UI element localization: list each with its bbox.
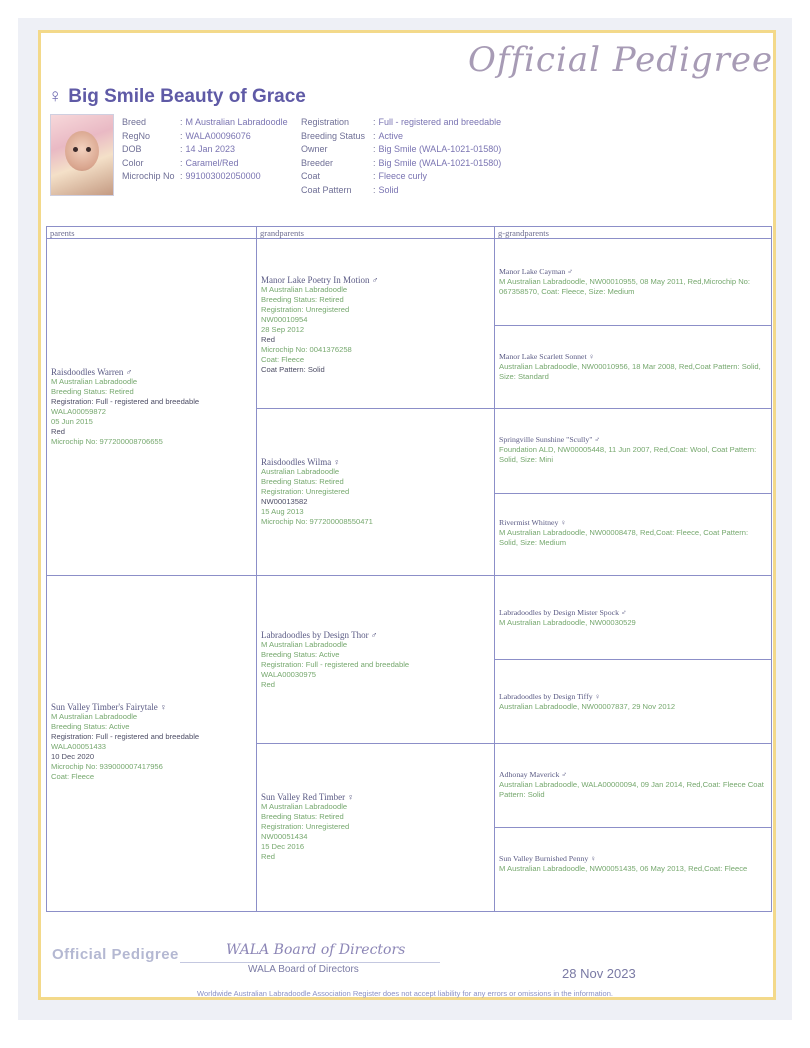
g-grandparent-entry [499,267,768,297]
g-grandparent-details: Australian Labradoodle, NW00007837, 29 Nov 2012 [499,702,676,711]
dog-entry-line: Registration: Full - registered and breedable [261,660,410,669]
parent-entry [51,367,199,447]
g-grandparent-details: M Australian Labradoodle, NW00010955, 08 May 2011, Red,Microchip No: 067358570, Coat: Fleece, Size: Medium [499,277,751,296]
female-sex-icon: ♀ [48,86,63,107]
detail-separator: : [180,130,183,141]
parent-cell-dam [47,576,257,911]
detail-separator: : [180,157,183,168]
detail-value: Caramel/Red [185,157,239,168]
detail-row [122,157,288,171]
detail-row [122,116,288,130]
g-grandparent-name: Manor Lake Scarlett Sonnet ♀ [499,352,595,361]
official-pedigree-script-title: Official Pedigree [468,40,774,80]
detail-value: 991003002050000 [185,171,261,182]
grandparent-entry [261,630,409,690]
detail-label: Owner [301,144,328,155]
g-grandparent-cell [495,239,772,326]
detail-label: Color [122,157,144,168]
detail-value: Solid [378,184,399,195]
detail-label: RegNo [122,130,151,141]
dog-entry-line: 05 Jun 2015 [51,417,93,426]
g-grandparent-cell [495,326,772,409]
g-grandparent-cell [495,494,772,576]
liability-disclaimer: Worldwide Australian Labradoodle Association Register does not accept liability for any errors or omissions in the information. [197,989,613,998]
dog-entry-line: Breeding Status: Retired [261,477,344,486]
g-grandparent-entry [499,854,768,874]
detail-separator: : [373,157,376,168]
dog-entry-line: 28 Sep 2012 [261,325,305,334]
g-grandparent-cell [495,744,772,828]
detail-row [301,184,501,198]
dog-entry-name: Raisdoodles Wilma ♀ [261,457,341,467]
g-grandparent-entry [499,770,768,800]
dog-entry-name: Sun Valley Red Timber ♀ [261,792,355,802]
dog-name-heading [48,86,306,108]
g-grandparent-name: Labradoodles by Design Tiffy ♀ [499,692,601,701]
grandparent-entry [261,792,354,862]
g-grandparent-name: Sun Valley Burnished Penny ♀ [499,854,597,863]
g-grandparent-entry [499,435,768,465]
dog-entry-line: M Australian Labradoodle [51,377,138,386]
detail-label: Breeder [301,157,334,168]
detail-value: WALA00096076 [185,130,251,141]
issue-date: 28 Nov 2023 [562,966,636,981]
dog-name: Big Smile Beauty of Grace [68,86,306,107]
detail-row [301,157,501,171]
g-grandparent-entry [499,352,768,382]
g-grandparent-entry [499,518,768,548]
g-grandparent-details: Foundation ALD, NW00005448, 11 Jun 2007, Red,Coat: Wool, Coat Pattern: Solid, Size: Mini [499,445,757,464]
pedigree-table [46,226,772,912]
detail-row [122,143,288,157]
g-grandparent-cell [495,660,772,744]
dog-entry-line: Registration: Unregistered [261,487,350,496]
dog-entry-line: NW00013582 [261,497,308,506]
grandparent-entry [261,457,373,527]
detail-label: DOB [122,144,142,155]
g-grandparent-cell [495,576,772,660]
dog-entry-line: Breeding Status: Retired [261,295,344,304]
dog-entry-line: M Australian Labradoodle [261,285,348,294]
dog-entry-name: Raisdoodles Warren ♂ [51,367,133,377]
details-left-column [122,116,288,184]
g-grandparent-entry [499,692,768,712]
detail-row [301,116,501,130]
header-g-grandparents: g-grandparents [495,227,772,239]
footer-official-pedigree: Official Pedigree [52,946,179,963]
detail-separator: : [180,144,183,155]
grandparent-entry [261,275,378,375]
parent-cell-sire [47,239,257,576]
dog-entry-line: Breeding Status: Active [261,650,340,659]
dog-entry-line: Red [261,852,275,861]
g-grandparent-entry [499,608,768,628]
dog-entry-line: Microchip No: 977200008550471 [261,517,373,526]
dog-eye-left [73,147,78,152]
dog-entry-line: WALA00059872 [51,407,107,416]
detail-value: Full - registered and breedable [378,117,502,127]
dog-entry-line: Coat: Fleece [261,355,305,364]
dog-entry-line: M Australian Labradoodle [261,640,348,649]
grandparent-cell [257,239,495,409]
dog-entry-line: Red [261,335,275,344]
detail-value: Fleece curly [378,171,428,182]
detail-value: Active [378,130,404,141]
g-grandparent-details: M Australian Labradoodle, NW00051435, 06 May 2013, Red,Coat: Fleece [499,864,748,873]
dog-entry-line: Breeding Status: Active [51,722,130,731]
detail-row [122,130,288,144]
g-grandparent-name: Springville Sunshine "Scully" ♂ [499,435,601,444]
detail-separator: : [373,144,376,155]
detail-row [122,170,288,184]
detail-value: Big Smile (WALA-1021-01580) [378,144,502,155]
detail-separator: : [180,171,183,182]
dog-entry-line: Coat: Fleece [51,772,95,781]
header-parents: parents [47,227,257,239]
dog-photo [50,114,114,196]
g-grandparent-cell [495,409,772,494]
detail-label: Coat Pattern [301,184,352,195]
detail-label: Microchip No [122,171,175,182]
dog-entry-line: NW00051434 [261,832,308,841]
dog-entry-line: Coat Pattern: Solid [261,365,325,374]
dog-entry-line: Registration: Full - registered and breedable [51,732,200,741]
header-grandparents: grandparents [257,227,495,239]
dog-entry-line: WALA00030975 [261,670,317,679]
board-of-directors-label: WALA Board of Directors [248,964,359,975]
grandparent-cell [257,576,495,744]
dog-entry-line: Registration: Unregistered [261,822,350,831]
dog-entry-name: Manor Lake Poetry In Motion ♂ [261,275,379,285]
dog-entry-line: M Australian Labradoodle [261,802,348,811]
grandparent-cell [257,744,495,911]
dog-entry-line: Registration: Unregistered [261,305,350,314]
detail-separator: : [373,184,376,195]
g-grandparent-name: Rivermist Whitney ♀ [499,518,567,527]
dog-entry-name: Labradoodles by Design Thor ♂ [261,630,378,640]
detail-row [301,130,501,144]
details-right-column [301,116,501,198]
dog-entry-line: Microchip No: 939000007417956 [51,762,163,771]
detail-value: 14 Jan 2023 [185,144,236,155]
detail-separator: : [180,117,183,127]
g-grandparent-details: M Australian Labradoodle, NW00030529 [499,618,636,627]
g-grandparent-details: Australian Labradoodle, NW00010956, 18 Mar 2008, Red,Coat Pattern: Solid, Size: Standard [499,362,761,381]
dog-entry-line: Breeding Status: Retired [261,812,344,821]
dog-entry-line: 15 Dec 2016 [261,842,305,851]
detail-label: Coat [301,171,321,182]
detail-row [301,143,501,157]
dog-entry-line: 10 Dec 2020 [51,752,95,761]
dog-entry-line: Microchip No: 0041376258 [261,345,352,354]
dog-entry-line: Registration: Full - registered and breedable [51,397,200,406]
dog-entry-line: WALA00051433 [51,742,107,751]
detail-separator: : [373,117,376,127]
detail-value: M Australian Labradoodle [185,117,288,127]
dog-entry-line: Microchip No: 977200008706655 [51,437,163,446]
dog-entry-line: M Australian Labradoodle [51,712,138,721]
g-grandparent-details: Australian Labradoodle, WALA00000094, 09 Jan 2014, Red,Coat: Fleece Coat Pattern: Solid [499,780,764,799]
g-grandparent-name: Labradoodles by Design Mister Spock ♂ [499,608,627,617]
g-grandparent-cell [495,828,772,911]
g-grandparent-name: Adhonay Maverick ♂ [499,770,568,779]
g-grandparent-name: Manor Lake Cayman ♂ [499,267,574,276]
dog-entry-line: Australian Labradoodle [261,467,340,476]
board-signature: WALA Board of Directors [226,942,406,958]
dog-entry-line: 15 Aug 2013 [261,507,304,516]
detail-separator: : [373,130,376,141]
detail-label: Breeding Status [301,130,366,141]
parent-entry [51,702,199,782]
detail-row [301,170,501,184]
dog-eye-right [86,147,91,152]
dog-entry-line: Red [261,680,275,689]
grandparent-cell [257,409,495,576]
detail-separator: : [373,171,376,182]
g-grandparent-details: M Australian Labradoodle, NW00008478, Red,Coat: Fleece, Coat Pattern: Solid, Size: Medium [499,528,749,547]
detail-label: Registration [301,117,350,127]
detail-value: Big Smile (WALA-1021-01580) [378,157,502,168]
dog-entry-line: NW00010954 [261,315,308,324]
detail-label: Breed [122,117,147,127]
dog-entry-line: Breeding Status: Retired [51,387,134,396]
dog-entry-name: Sun Valley Timber's Fairytale ♀ [51,702,167,712]
signature-line [180,962,440,963]
dog-face-shape [65,131,99,171]
dog-entry-line: Red [51,427,65,436]
